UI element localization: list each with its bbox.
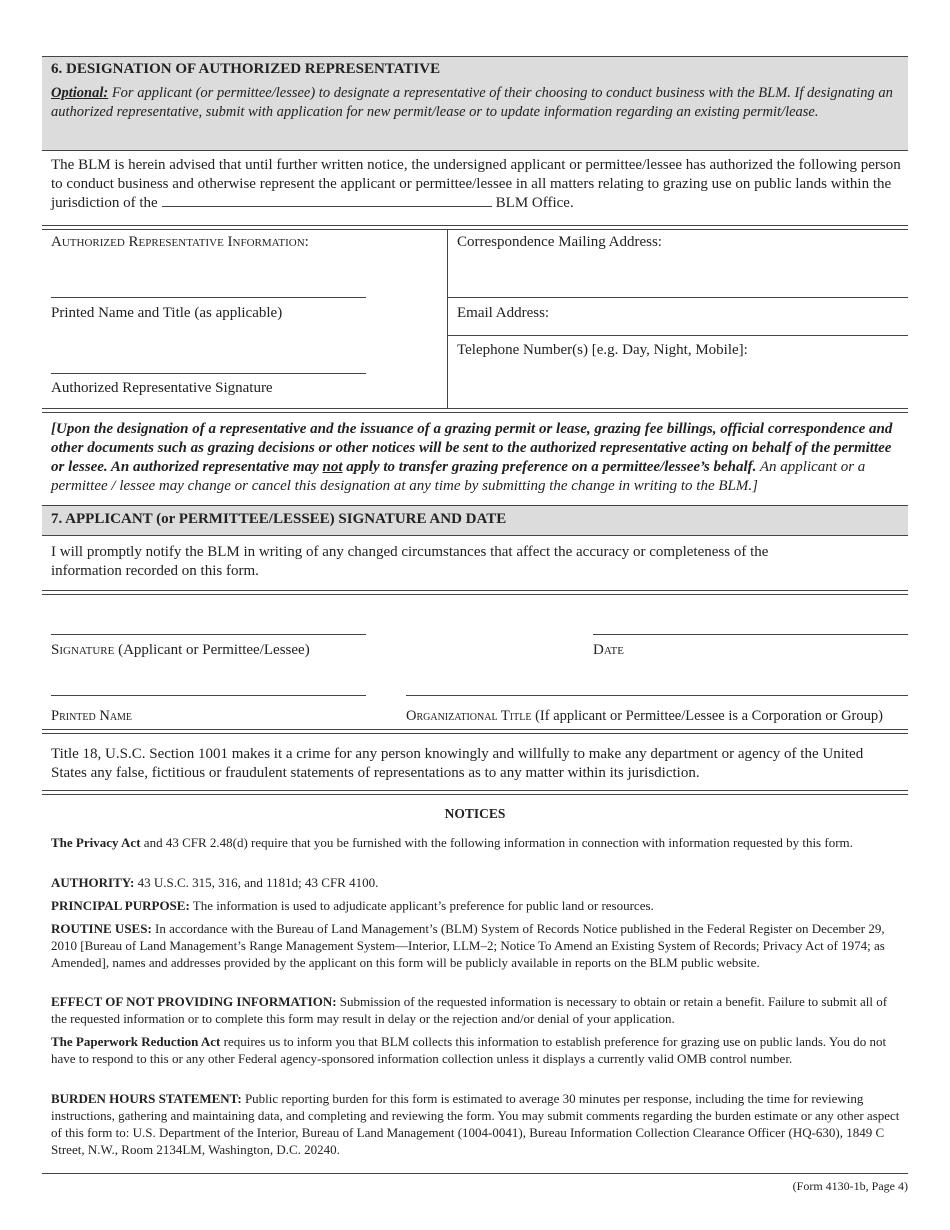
effect-notice xyxy=(51,993,901,1027)
email-label: Email Address: xyxy=(457,305,550,321)
blm-office-field[interactable] xyxy=(162,194,492,207)
rep-signature-label: Authorized Representative Signature xyxy=(51,380,273,396)
authority-notice xyxy=(51,874,901,891)
privacy-bold: The Privacy Act xyxy=(51,835,141,850)
section6-header-rule xyxy=(42,150,908,151)
burden-text: Public reporting burden for this form is estimated to average 30 minutes per response, including the time for reviewing instructions, gathering and maintaining data, and completing and reviewing the form. You may submit comments regarding the burden estimate or any other aspect of this form to: U.S. Department of the Interior, Bureau of Land Management (1004-0041), Bureau Information Collection Clearance Officer (HQ-630), 1849 C Street, N.W., Room 2134LM, Washington, D.C. 20240. xyxy=(51,1091,900,1157)
section7-title: 7. APPLICANT (or PERMITTEE/LESSEE) SIGNATURE AND DATE xyxy=(51,511,507,527)
date-label: Date xyxy=(593,642,624,658)
footer-rule xyxy=(42,1173,908,1174)
email-rule xyxy=(447,335,908,336)
printed-name-line[interactable] xyxy=(51,297,366,298)
section6-title: 6. DESIGNATION OF AUTHORIZED REPRESENTATIVE xyxy=(51,61,441,77)
optional-text: For applicant (or permittee/lessee) to designate a representative of their choosing to conduct business with the BLM. If designating an authorized representative, submit with application for new permit/lease or to update information regarding an existing permit/lease. xyxy=(51,85,893,120)
double-rule-1 xyxy=(42,225,908,230)
principal-purpose-notice xyxy=(51,897,901,914)
routine-bold: ROUTINE USES: xyxy=(51,921,152,936)
notices-heading: NOTICES xyxy=(444,806,506,821)
printed-name-line-2[interactable] xyxy=(51,695,366,696)
double-rule-5 xyxy=(42,790,908,795)
org-title-label xyxy=(406,707,883,726)
form-id: (Form 4130-1b, Page 4) xyxy=(792,1179,908,1193)
mailing-address-label: Correspondence Mailing Address: xyxy=(457,234,662,250)
burden-bold: BURDEN HOURS STATEMENT: xyxy=(51,1091,242,1106)
authority-text: 43 U.S.C. 315, 316, and 1181d; 43 CFR 4100. xyxy=(134,875,379,890)
mailing-address-rule xyxy=(447,297,908,298)
rep-signature-line[interactable] xyxy=(51,373,366,374)
paperwork-reduction-notice xyxy=(51,1033,901,1067)
printed-name-label: Printed Name and Title (as applicable) xyxy=(51,305,283,321)
privacy-act-notice xyxy=(51,834,901,851)
purpose-bold: PRINCIPAL PURPOSE: xyxy=(51,898,190,913)
printed-name-label-2: Printed Name xyxy=(51,708,133,724)
title18-paragraph: Title 18, U.S.C. Section 1001 makes it a crime for any person knowingly and willfully to make any department or agency of the United States any false, fictitious or fraudulent statements of representations as to any matter within its jurisdiction. xyxy=(51,746,864,781)
routine-uses-notice xyxy=(51,920,901,971)
note-bold-2: apply to transfer grazing preference on a permittee/lessee’s behalf. xyxy=(342,459,757,475)
advised-text: The BLM is herein advised that until further written notice, the undersigned applicant or permittee/lessee has authorized the following person to conduct business and otherwise represent the applicant or permittee/lessee in all matters relating to grazing use on public lands within the jurisdiction of the xyxy=(51,157,901,211)
pra-bold: The Paperwork Reduction Act xyxy=(51,1034,221,1049)
authority-bold: AUTHORITY: xyxy=(51,875,135,890)
applicant-signature-line[interactable] xyxy=(51,634,366,635)
privacy-text: and 43 CFR 2.48(d) require that you be furnished with the following information in connection with information requested by this form. xyxy=(140,835,853,850)
org-title-sc: Organizational Title xyxy=(406,708,532,724)
section6-optional-note xyxy=(51,84,896,121)
note-italic: An applicant or a permittee / lessee may change or cancel this designation at any time by submitting the change in writing to the BLM.] xyxy=(51,459,866,494)
grid-divider xyxy=(447,229,448,408)
blm-advised-paragraph xyxy=(51,156,901,213)
effect-bold: EFFECT OF NOT PROVIDING INFORMATION: xyxy=(51,994,337,1009)
rep-info-label: Authorized Representative Information: xyxy=(51,234,309,250)
signature-rest: (Applicant or Permittee/Lessee) xyxy=(114,642,310,658)
phone-label: Telephone Number(s) [e.g. Day, Night, Mobile]: xyxy=(457,342,748,358)
routine-text: In accordance with the Bureau of Land Management’s (BLM) System of Records Notice published in the Federal Register on December 29, 2010 [Bureau of Land Management’s Range Management System—Interior, LLM–2; Notice To Amend an Existing System of Records; Privacy Act of 1974; as Amended], names and addresses provided by the applicant on this form will be publicly available in reports on the BLM public website. xyxy=(51,921,885,970)
applicant-signature-label xyxy=(51,641,310,660)
effect-text: Submission of the requested information is necessary to obtain or retain a benefit. Failure to submit all of the requested information or to complete this form may result in delay or the rejection and/or denial of your application. xyxy=(51,994,888,1026)
optional-label: Optional: xyxy=(51,85,109,101)
notify-paragraph: I will promptly notify the BLM in writing of any changed circumstances that affect the accuracy or completeness of the information recorded on this form. xyxy=(51,544,769,579)
advised-suffix: BLM Office. xyxy=(495,195,574,211)
org-title-rest: (If applicant or Permittee/Lessee is a Corporation or Group) xyxy=(531,708,883,724)
date-line[interactable] xyxy=(593,634,908,635)
section7-header-rule xyxy=(42,535,908,536)
burden-hours-notice xyxy=(51,1090,901,1158)
purpose-text: The information is used to adjudicate applicant’s preference for public land or resources. xyxy=(189,898,654,913)
representative-notice xyxy=(51,420,901,496)
note-bold-1: [Upon the designation of a representative and the issuance of a grazing permit or lease, grazing fee billings, official correspondence and other documents such as grazing decisions or other notices will be sent to the authorized representative acting on behalf of the permittee or lessee. An authorized representative may xyxy=(51,421,893,475)
pra-text: requires us to inform you that BLM collects this information to establish preference for grazing use on public lands. You do not have to respond to this or any other Federal agency-sponsored information collection unless it displays a currently valid OMB control number. xyxy=(51,1034,887,1066)
note-not: not xyxy=(322,459,343,475)
double-rule-2 xyxy=(42,408,908,413)
double-rule-4 xyxy=(42,729,908,734)
signature-sc: Signature xyxy=(51,642,115,658)
double-rule-3 xyxy=(42,590,908,595)
org-title-line[interactable] xyxy=(406,695,908,696)
